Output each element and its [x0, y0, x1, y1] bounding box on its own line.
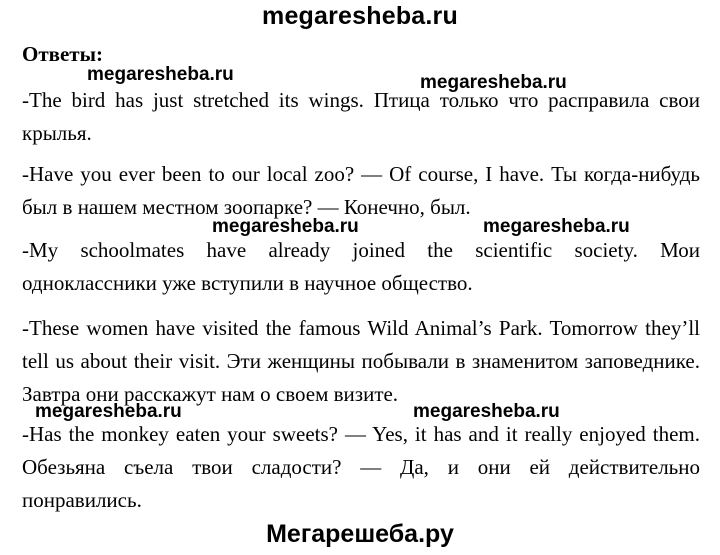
watermark: megaresheba.ru [35, 401, 182, 422]
answer-paragraph: -Has the monkey eaten your sweets? — Yes, it has and it really enjoyed them. Обезьяна съела твои сладости? — Да, и они ей действительно понравились. [22, 422, 700, 512]
watermark: megaresheba.ru [420, 72, 567, 93]
answer-paragraph: -The bird has just stretched its wings. Птица только что расправила свои крылья. [22, 88, 700, 145]
watermark: megaresheba.ru [87, 64, 234, 85]
site-header: megaresheba.ru [262, 2, 458, 30]
answer-paragraph: -These women have visited the famous Wild Animal’s Park. Tomorrow they’ll tell us about their visit. Эти женщины побывали в знаменитом заповеднике. Завтра они расскажут нам о своем визите. [22, 316, 700, 406]
answers-heading: Ответы: [22, 42, 104, 66]
site-footer: Мегарешеба.ру [266, 520, 454, 548]
answer-paragraph: -My schoolmates have already joined the scientific society. Мои одноклассники уже вступили в научное общество. [22, 238, 700, 295]
watermark: megaresheba.ru [413, 401, 560, 422]
answer-paragraph: -Have you ever been to our local zoo? — Of course, I have. Ты когда-нибудь был в нашем местном зоопарке? — Конечно, был. [22, 162, 700, 219]
watermark: megaresheba.ru [212, 216, 359, 237]
watermark: megaresheba.ru [483, 216, 630, 237]
